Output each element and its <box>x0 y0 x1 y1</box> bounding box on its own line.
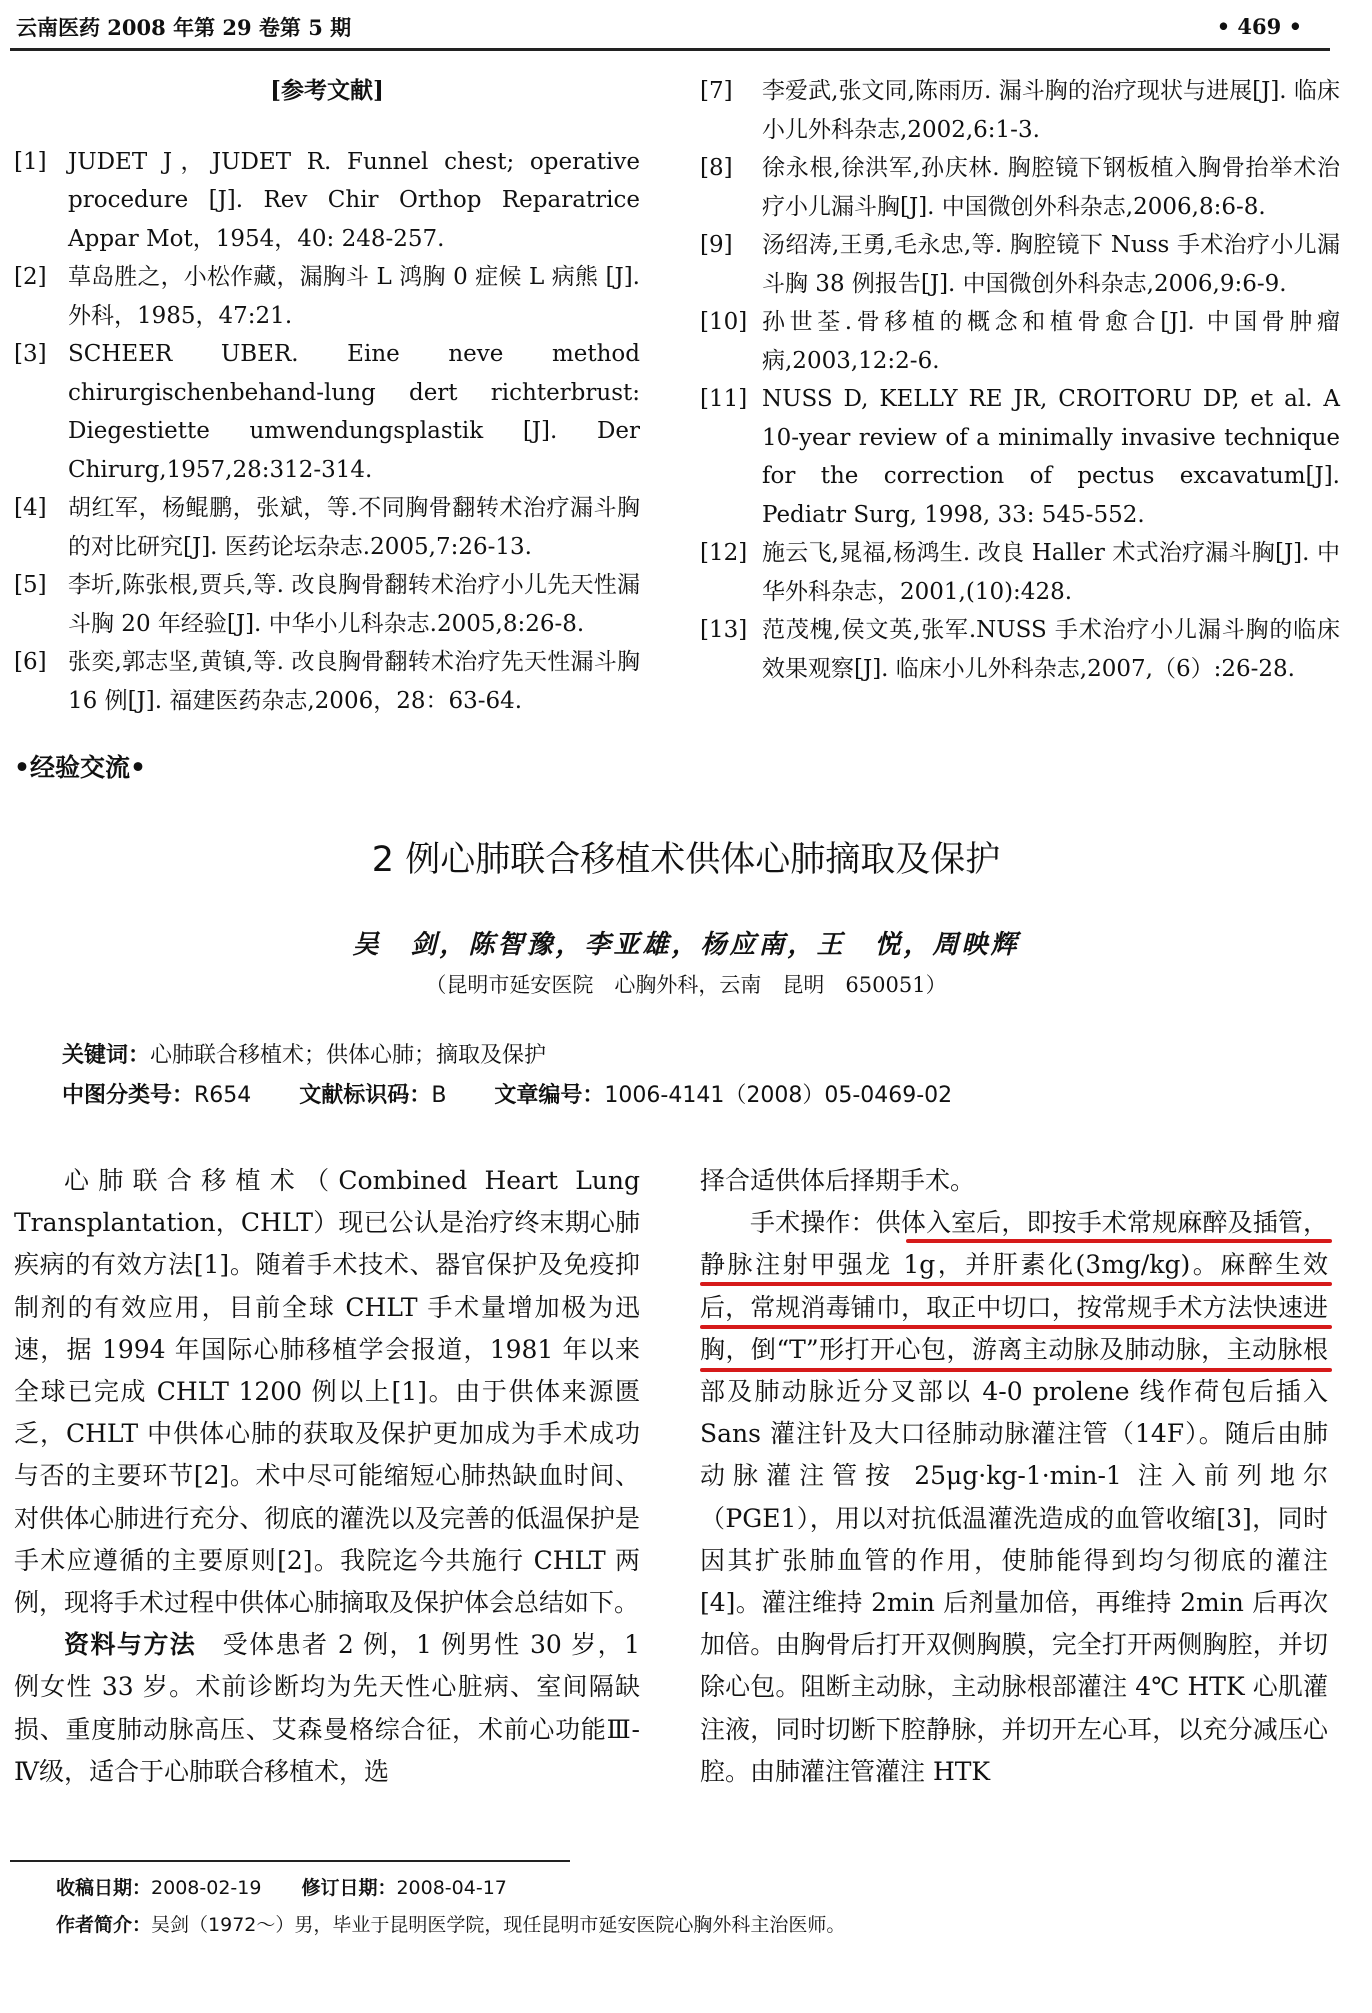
references-title: [参考文献] <box>270 77 384 104</box>
body-right-column <box>700 1160 1328 1793</box>
reference-text: 张奕,郭志坚,黄镇,等. 改良胸骨翻转术治疗先天性漏斗胸 16 例[J]. 福建医药杂志,2006，28：63-64. <box>68 649 640 714</box>
red-annotation-underline-2 <box>700 1282 1332 1286</box>
received-label: 收稿日期： <box>56 1877 152 1899</box>
red-annotation-underline-4 <box>700 1368 1332 1372</box>
revised-label: 修订日期： <box>301 1877 397 1899</box>
reference-text: 施云飞,晁福,杨鸿生. 改良 Haller 术式治疗漏斗胸[J]. 中华外科杂志，2001,(10):428. <box>762 540 1340 605</box>
journal-header: 云南医药 2008 年第 29 卷第 5 期 <box>16 15 352 40</box>
references-right-column <box>700 72 1340 688</box>
reference-text: NUSS D, KELLY RE JR, CROITORU DP, et al. A 10-year review of a minimally invasive technique for the correction of pectus excavatum[J]. Pediatr Surg, 1998, 33: 545-552. <box>762 386 1340 528</box>
reference-text: 孙世荃.骨移植的概念和植骨愈合[J]. 中国骨肿瘤病,2003,12:2-6. <box>762 309 1340 374</box>
methods-paragraph <box>14 1624 640 1793</box>
operation-label: 手术操作： <box>750 1208 876 1238</box>
keywords-label: 关键词： <box>62 1043 151 1068</box>
references-left-list <box>14 143 640 721</box>
methods-continuation: 择合适供体后择期手术。 <box>700 1166 976 1195</box>
received-date: 2008-02-19 <box>151 1877 262 1899</box>
reference-item <box>14 643 640 720</box>
clc-label: 中图分类号： <box>62 1083 195 1108</box>
reference-item <box>700 149 1340 226</box>
article-no-value: 1006-4141（2008）05-0469-02 <box>604 1083 953 1108</box>
reference-number: [3] <box>14 341 47 367</box>
author-label: 作者简介： <box>56 1914 152 1936</box>
reference-text: 胡红军，杨鲲鹏，张斌，等.不同胸骨翻转术治疗漏斗胸的对比研究[J]. 医药论坛杂志.2005,7:26-13. <box>68 495 640 560</box>
reference-text: 李圻,陈张根,贾兵,等. 改良胸骨翻转术治疗小儿先天性漏斗胸 20 年经验[J]. 中华小儿科杂志.2005,8:26-8. <box>68 572 640 637</box>
reference-text: 汤绍涛,王勇,毛永忠,等. 胸腔镜下 Nuss 手术治疗小儿漏斗胸 38 例报告[J]. 中国微创外科杂志,2006,9:6-9. <box>762 232 1340 297</box>
header-rule <box>10 48 1330 51</box>
reference-text: JUDET J，JUDET R. Funnel chest; operative procedure [J]. Rev Chir Orthop Reparatrice Appar Mot，1954，40: 248-257. <box>68 148 640 252</box>
reference-number: [4] <box>14 495 47 521</box>
reference-number: [10] <box>700 309 748 335</box>
classification-line <box>62 1078 952 1109</box>
reference-number: [1] <box>14 148 47 175</box>
reference-item <box>14 566 640 643</box>
operation-paragraph <box>700 1202 1328 1793</box>
methods-label: 资料与方法 <box>64 1630 197 1660</box>
doc-code-label: 文献标识码： <box>299 1083 432 1108</box>
page-number: • 469 • <box>1216 14 1302 39</box>
reference-number: [9] <box>700 232 733 258</box>
reference-item <box>700 534 1340 611</box>
doc-code-value: B <box>431 1083 447 1108</box>
reference-text: 草岛胜之，小松作藏，漏胸斗 L 鸿胸 0 症候 L 病熊 [J]. 外科，1985，47:21. <box>68 264 640 329</box>
red-annotation-underline-1 <box>906 1239 1332 1243</box>
footnote-rule <box>10 1860 570 1862</box>
reference-number: [7] <box>700 78 733 104</box>
clc-value: R654 <box>194 1083 252 1108</box>
references-right-list <box>700 72 1340 688</box>
article-affiliation: （昆明市延安医院 心胸外科，云南 昆明 650051） <box>425 973 947 997</box>
operation-text: 供体入室后，即按手术常规麻醉及插管，静脉注射甲强龙 1g，并肝素化(3mg/kg)。麻醉生效后，常规消毒铺巾，取正中切口，按常规手术方法快速进胸，倒“T”形打开心包，游离主动脉及肺动脉，主动脉根部及肺动脉近分叉部以 4-0 prolene 线作荷包后插入 Sans 灌注针及大口径肺动脉灌注管（14F）。随后由肺动脉灌注管按 25μg·kg-1·min-1 注入前列地尔（PGE1），用以对抗低温灌洗造成的血管收缩[3]，同时因其扩张肺血管的作用，使肺能得到均匀彻底的灌注[4]。灌注维持 2min 后剂量加倍，再维持 2min 后再次加倍。由胸骨后打开双侧胸膜，完全打开两侧胸腔，并切除心包。阻断主动脉，主动脉根部灌注 4℃ HTK 心肌灌注液，同时切断下腔静脉，并切开左心耳，以充分减压心腔。由肺灌注管灌注 HTK <box>700 1208 1328 1786</box>
footnote-dates <box>56 1873 507 1900</box>
reference-text: 徐永根,徐洪军,孙庆林. 胸腔镜下钢板植入胸骨抬举术治疗小儿漏斗胸[J]. 中国微创外科杂志,2006,8:6-8. <box>762 155 1340 220</box>
article-title: 2 例心肺联合移植术供体心肺摘取及保护 <box>371 840 1001 880</box>
reference-item <box>700 611 1340 688</box>
reference-item <box>14 489 640 566</box>
article-authors: 吴 剑，陈智豫，李亚雄，杨应南，王 悦，周映辉 <box>352 930 1020 960</box>
methods-text: 受体患者 2 例，1 例男性 30 岁，1 例女性 33 岁。术前诊断均为先天性心脏病、室间隔缺损、重度肺动脉高压、艾森曼格综合征，术前心功能Ⅲ-Ⅳ级，适合于心肺联合移植术，选 <box>14 1630 640 1786</box>
footnote-author <box>56 1910 845 1937</box>
reference-item <box>700 72 1340 149</box>
reference-text: 李爱武,张文同,陈雨历. 漏斗胸的治疗现状与进展[J]. 临床小儿外科杂志,2002,6:1-3. <box>762 78 1340 143</box>
red-annotation-underline-3 <box>700 1325 1332 1329</box>
reference-item <box>14 335 640 489</box>
reference-number: [2] <box>14 264 47 290</box>
reference-number: [5] <box>14 572 47 598</box>
reference-number: [11] <box>700 386 748 412</box>
reference-number: [12] <box>700 540 748 566</box>
reference-item <box>700 303 1340 380</box>
revised-date: 2008-04-17 <box>396 1877 507 1899</box>
article-no-label: 文章编号： <box>494 1083 605 1108</box>
body-left-column <box>14 1160 640 1793</box>
reference-item <box>700 226 1340 303</box>
author-bio: 吴剑（1972～）男，毕业于昆明医学院，现任昆明市延安医院心胸外科主治医师。 <box>151 1914 846 1936</box>
reference-number: [13] <box>700 617 748 643</box>
reference-text: SCHEER UBER. Eine neve method chirurgischenbehand-lung dert richterbrust: Diegestiette umwendungsplastik [J]. Der Chirurg,1957,28:312-314. <box>68 341 640 483</box>
keywords-line <box>62 1038 546 1069</box>
reference-text: 范茂槐,侯文英,张军.NUSS 手术治疗小儿漏斗胸的临床效果观察[J]. 临床小儿外科杂志,2007,（6）:26-28. <box>762 617 1340 682</box>
references-left-column <box>14 72 640 720</box>
intro-paragraph: 心肺联合移植术（Combined Heart Lung Transplantation，CHLT）现已公认是治疗终末期心肺疾病的有效方法[1]。随着手术技术、器官保护及免疫抑制剂的有效应用，目前全球 CHLT 手术量增加极为迅速，据 1994 年国际心肺移植学会报道，1981 年以来全球已完成 CHLT 1200 例以上[1]。由于供体来源匮乏，CHLT 中供体心肺的获取及保护更加成为手术成功与否的主要环节[2]。术中尽可能缩短心肺热缺血时间、对供体心肺进行充分、彻底的灌洗以及完善的低温保护是手术应遵循的主要原则[2]。我院迄今共施行 CHLT 两例，现将手术过程中供体心肺摘取及保护体会总结如下。 <box>14 1166 640 1618</box>
reference-item <box>14 143 640 259</box>
reference-item <box>14 258 640 335</box>
keywords-value: 心肺联合移植术；供体心肺；摘取及保护 <box>150 1043 547 1068</box>
section-tag: •经验交流• <box>14 753 146 782</box>
reference-item <box>700 380 1340 534</box>
reference-number: [8] <box>700 155 733 181</box>
reference-number: [6] <box>14 649 47 675</box>
